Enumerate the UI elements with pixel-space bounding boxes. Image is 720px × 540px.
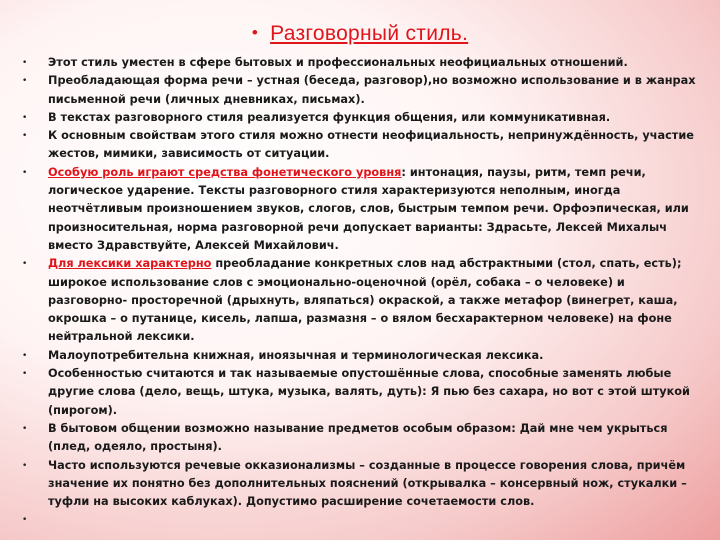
item-text: Этот стиль уместен в сфере бытовых и профессиональных неофициальных отношений. xyxy=(48,56,628,69)
highlight-link[interactable]: Особую роль играют средства фонетического уровня xyxy=(48,165,402,179)
list-item xyxy=(22,420,702,457)
list-item xyxy=(22,164,702,255)
bullet-icon: • xyxy=(22,76,28,87)
list-item xyxy=(22,457,702,512)
list-item xyxy=(22,347,702,365)
bullet-icon: • xyxy=(22,58,28,68)
highlight-link[interactable]: Для лексики характерно xyxy=(48,257,212,271)
item-text: Малоупотребительна книжная, иноязычная и терминологическая лексика. xyxy=(48,348,544,362)
list-item xyxy=(22,72,702,109)
bullet-icon: • xyxy=(22,131,28,142)
item-text: Особенностью считаются и так называемые опустошённые слова, способные заменять любые другие слова (дело, вещь, штука, музыка, валять, дуть): Я пью без сахара, но вот с этой штукой (пирогом). xyxy=(48,367,690,417)
bullet-icon: • xyxy=(22,460,28,471)
bullet-icon: • xyxy=(22,112,28,123)
item-text: Часто используются речевые окказионализмы – созданные в процессе говорения слова, причём значение их понятно без дополнительных пояснений (открывалка – консервный нож, стукалки – туфли на высоких каблуках). Допустимо расширение сочетаемости слов. xyxy=(48,458,687,509)
item-text: К основным свойствам этого стиля можно отнести неофициальность, непринуждённость, участие жестов, мимики, зависимость от ситуации. xyxy=(48,129,694,161)
bullet-icon: • xyxy=(22,515,28,526)
list-item xyxy=(22,255,702,346)
bullet-icon: • xyxy=(22,423,28,434)
bullet-icon: • xyxy=(22,369,28,380)
item-text: преобладание конкретных слов над абстрактными (стол, спать, есть); широкое использование слов с эмоционально-оценочной (орёл, собака – о человеке) и разговорно- просторечной (дрыхнуть, вляпаться) окраской, а также метафор (винегрет, каша, окрошка – о путанице, кисель, лапша, размазня – о вялом бесхарактерном человеке) на фоне нейтральной лексики. xyxy=(48,257,682,344)
list-item xyxy=(22,127,702,164)
title-bullet: • xyxy=(251,23,259,42)
item-text: В бытовом общении возможно называние предметов особым образом: Дай мне чем укрыться (плед, одеяло, простыня). xyxy=(48,421,668,454)
bullet-icon: • xyxy=(22,350,28,361)
bullet-list xyxy=(22,54,702,529)
item-text: Преобладающая форма речи – устная (беседа, разговор),но возможно использование и в жанрах письменной речи (личных дневниках, письмах). xyxy=(48,74,696,106)
bullet-icon: • xyxy=(22,259,28,270)
item-text: : интонация, паузы, ритм, темп речи, логическое ударение. Тексты разговорного стиля характеризуются неполным, иногда неотчётливым произношением звуков, слогов, слов, быстрым темпом речи. Орфоэпическая, или произносительная, норма разговорной речи допускает варианты: Здрасьте, Лексей Михалыч вместо Здравствуйте, Алексей Михайлович. xyxy=(48,165,689,252)
list-item xyxy=(22,365,702,420)
list-item xyxy=(22,109,702,127)
item-text: В текстах разговорного стиля реализуется функция общения, или коммуникативная. xyxy=(48,110,611,124)
bullet-icon: • xyxy=(22,167,28,178)
list-item xyxy=(22,54,702,72)
list-item-empty xyxy=(22,511,702,529)
slide-title xyxy=(0,22,720,46)
title-text: Разговорный стиль. xyxy=(270,22,469,45)
